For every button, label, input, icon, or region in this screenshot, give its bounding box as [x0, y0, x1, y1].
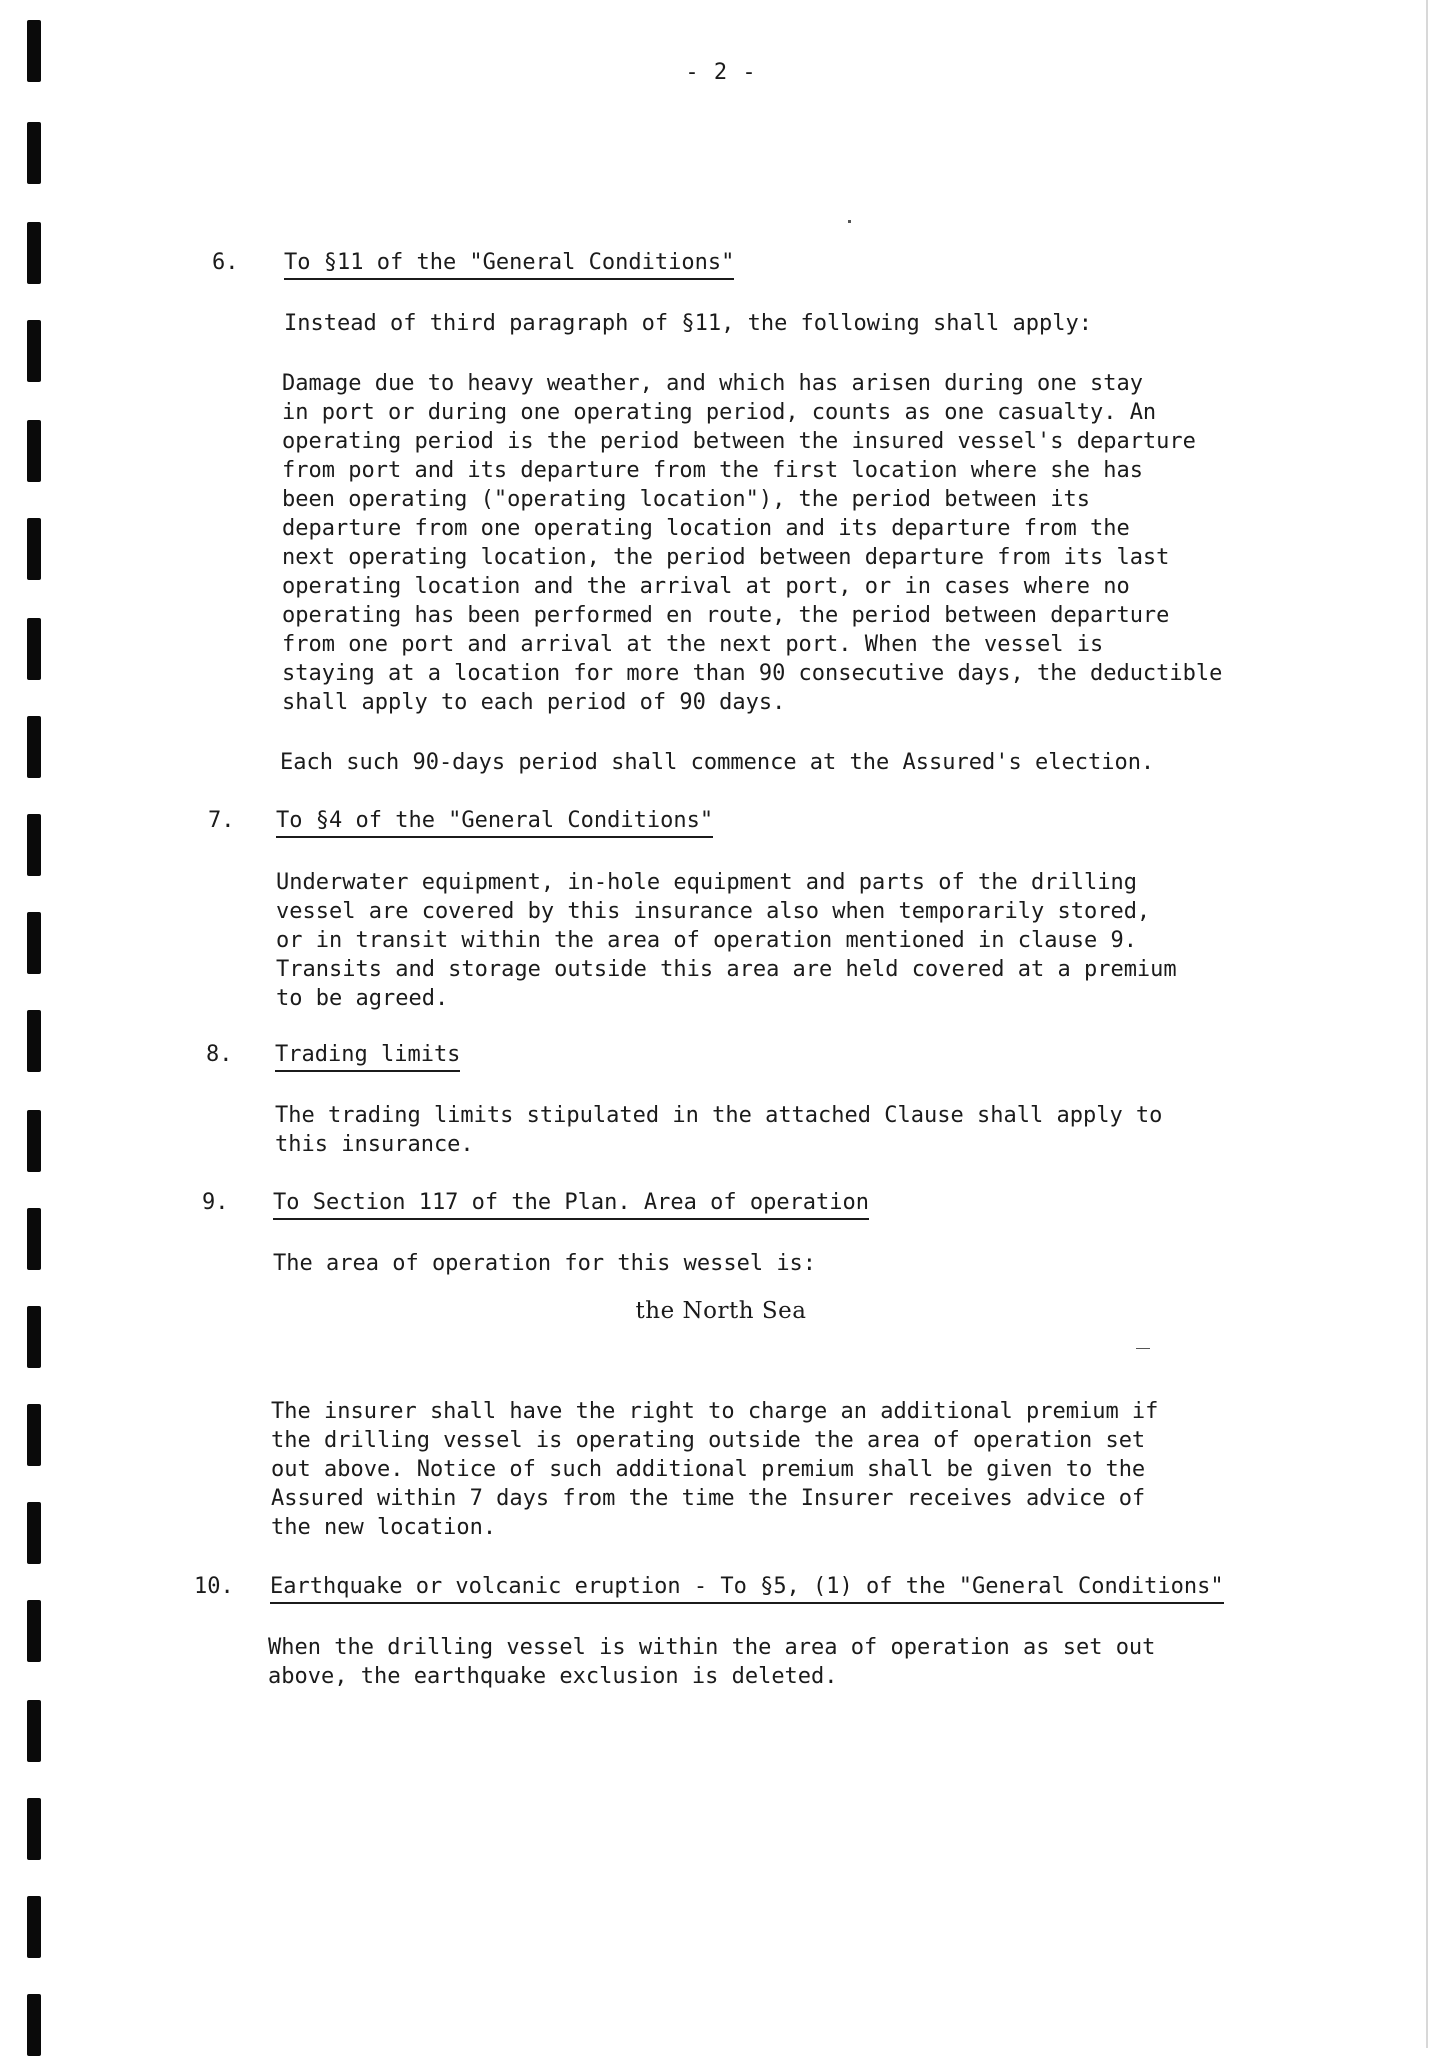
section-paragraph: Instead of third paragraph of §11, the following shall apply:: [284, 311, 1092, 336]
section-number: 6.: [212, 250, 239, 275]
section-number: 7.: [208, 808, 235, 833]
page-edge: [1426, 0, 1428, 2048]
scan-speck: [1136, 1348, 1150, 1349]
area-of-operation: the North Sea: [635, 1298, 807, 1324]
section-heading: To §11 of the "General Conditions": [284, 250, 734, 280]
section-paragraph: Underwater equipment, in-hole equipment and parts of the drilling vessel are covered by this insurance also when temporarily stored, or in transit within the area of operation mentioned in clause 9. Transits and storage outside this area are held covered at a premium to be agreed.: [276, 870, 1177, 1011]
section-number: 10.: [194, 1574, 234, 1599]
section-number: 8.: [206, 1042, 233, 1067]
section-paragraph: The insurer shall have the right to charge an additional premium if the drilling vessel is operating outside the area of operation set out above. Notice of such additional premium shall be given to the Assured within 7 days from the time the Insurer receives advice of the new location.: [271, 1399, 1159, 1540]
section-number: 9.: [202, 1190, 229, 1215]
section-paragraph: The trading limits stipulated in the attached Clause shall apply to this insurance.: [275, 1103, 1163, 1157]
page-number: - 2 -: [685, 60, 757, 85]
section-paragraph: The area of operation for this wessel is:: [273, 1251, 817, 1276]
section-heading: Earthquake or volcanic eruption - To §5, (1) of the "General Conditions": [270, 1574, 1224, 1604]
section-paragraph: Damage due to heavy weather, and which has arisen during one stay in port or during one operating period, counts as one casualty. An operating period is the period between the insured vessel's departure from port and its departure from the first location where she has been operating ("operating location"), the period between its departure from one operating location and its departure from the next operating location, the period between departure from its last operating location and the arrival at port, or in cases where no operating has been performed en route, the period between departure from one port and arrival at the next port. When the vessel is staying at a location for more than 90 consecutive days, the deductible shall apply to each period of 90 days.: [282, 371, 1223, 715]
binding-holes: [0, 0, 80, 2048]
section-heading: Trading limits: [275, 1042, 460, 1072]
section-heading: To §4 of the "General Conditions": [276, 808, 713, 838]
section-paragraph: Each such 90-days period shall commence at the Assured's election.: [280, 750, 1155, 775]
scan-speck: [848, 220, 851, 223]
section-paragraph: When the drilling vessel is within the area of operation as set out above, the earthquake exclusion is deleted.: [268, 1635, 1156, 1689]
section-heading: To Section 117 of the Plan. Area of operation: [273, 1190, 869, 1220]
